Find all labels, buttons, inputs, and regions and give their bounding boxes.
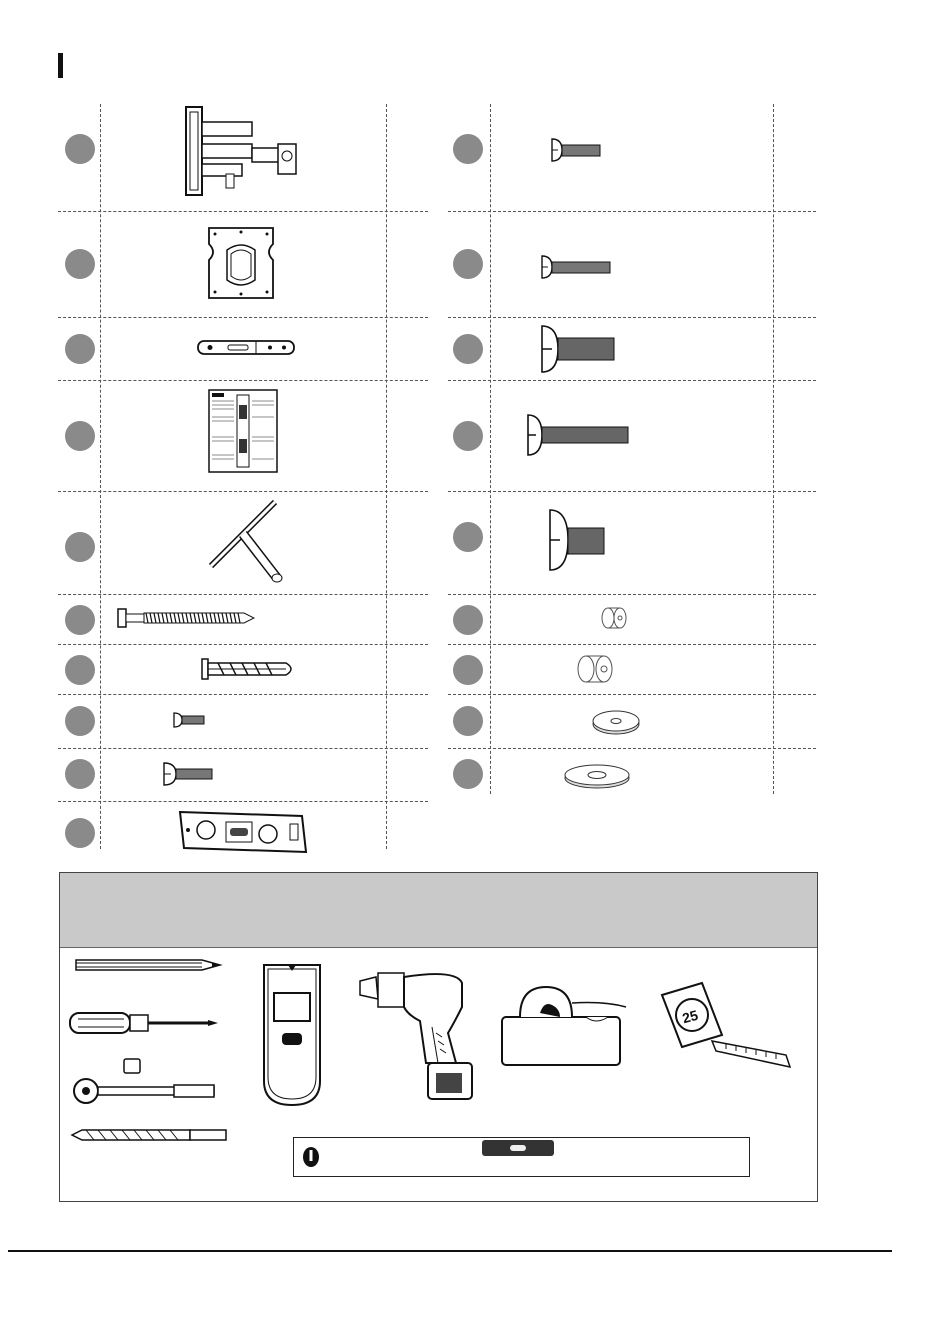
tools-header — [60, 873, 817, 948]
power-drill-icon — [356, 963, 482, 1103]
tools-needed-box — [59, 872, 818, 1202]
part-row — [58, 749, 428, 802]
footer-rule — [8, 1250, 892, 1252]
part-row — [448, 104, 816, 212]
m8-screw-icon — [524, 413, 634, 457]
part-row — [58, 318, 428, 381]
socket-wrench-icon — [203, 498, 283, 588]
part-row — [448, 595, 816, 645]
part-badge — [65, 818, 95, 848]
part-row — [58, 492, 428, 595]
part-row — [448, 645, 816, 695]
bubble-level-icon — [482, 1140, 554, 1156]
tape-measure-icon — [656, 981, 794, 1077]
level-reminder-note — [293, 1137, 750, 1177]
part-badge — [453, 334, 483, 364]
small-washer-icon — [590, 707, 642, 737]
part-badge — [453, 421, 483, 451]
info-icon — [302, 1146, 320, 1168]
small-spacer-icon — [600, 605, 628, 631]
stud-finder-icon — [258, 961, 326, 1109]
part-row — [448, 695, 816, 749]
part-badge — [65, 532, 95, 562]
bubble-level-icon — [176, 808, 310, 858]
part-badge — [453, 706, 483, 736]
part-row — [58, 802, 428, 858]
wall-template-icon — [208, 389, 278, 473]
part-row — [448, 318, 816, 381]
part-badge — [65, 134, 95, 164]
part-badge — [65, 249, 95, 279]
m4-screw-short-icon — [550, 137, 602, 163]
vesa-plate-icon — [203, 224, 279, 302]
part-row — [448, 749, 816, 801]
medium-screw-icon — [162, 761, 214, 787]
part-badge — [453, 605, 483, 635]
parts-column-right — [448, 104, 816, 801]
title-bar-marker — [58, 53, 63, 78]
part-row — [58, 695, 428, 749]
part-badge — [453, 522, 483, 552]
part-row — [58, 645, 428, 695]
wall-arm-bracket-icon — [178, 104, 308, 199]
part-badge — [65, 759, 95, 789]
small-screw-icon — [172, 711, 208, 729]
m6-screw-icon — [538, 324, 618, 374]
wall-anchor-icon — [198, 657, 298, 681]
part-row — [448, 212, 816, 318]
part-row — [448, 381, 816, 492]
part-badge — [453, 759, 483, 789]
part-badge — [65, 334, 95, 364]
screwdriver-icon — [68, 1009, 220, 1037]
large-washer-icon — [562, 761, 632, 791]
part-badge — [65, 655, 95, 685]
part-row — [58, 104, 428, 212]
safety-bar-icon — [196, 338, 296, 358]
lag-bolt-icon — [116, 607, 256, 629]
part-row — [58, 381, 428, 492]
pencil-icon — [74, 957, 224, 973]
socket-wrench-icon — [68, 1057, 220, 1107]
m4-screw-long-icon — [540, 254, 612, 280]
part-badge — [453, 655, 483, 685]
drill-bit-icon — [70, 1127, 230, 1143]
svg-text:25: 25 — [680, 1006, 700, 1027]
part-badge — [65, 605, 95, 635]
part-badge — [65, 706, 95, 736]
part-row — [58, 212, 428, 318]
part-row — [448, 492, 816, 595]
part-row — [58, 595, 428, 645]
m8-screw-large-head-icon — [546, 508, 608, 572]
tape-icon — [500, 983, 628, 1067]
parts-column-left — [58, 104, 428, 858]
large-spacer-icon — [576, 653, 616, 685]
part-badge — [453, 134, 483, 164]
part-badge — [453, 249, 483, 279]
part-badge — [65, 421, 95, 451]
